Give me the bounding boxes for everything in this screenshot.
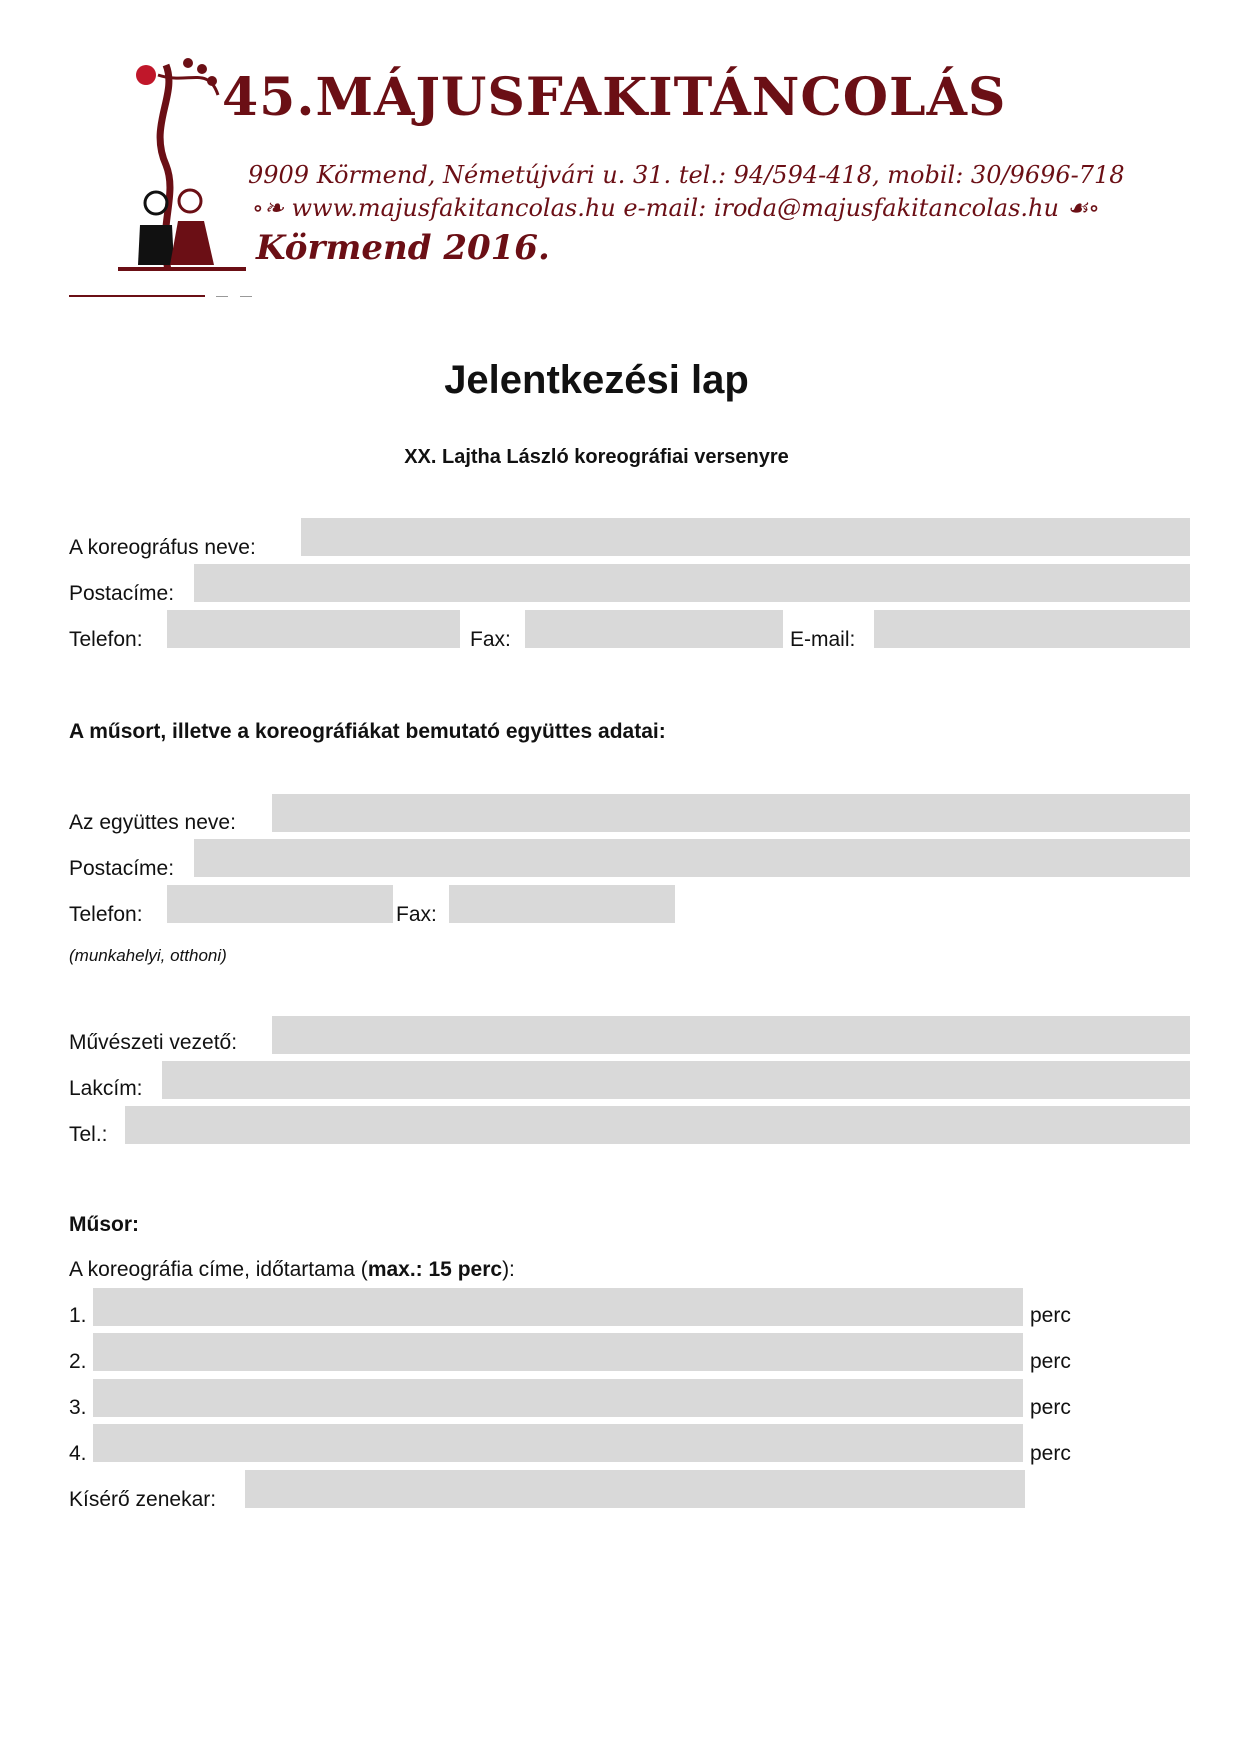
program-item-field[interactable] (93, 1424, 1023, 1462)
ensemble-fax-label: Fax: (396, 903, 437, 926)
ornament-right-icon: ☙∘ (1058, 194, 1100, 222)
ensemble-heading: A műsort, illetve a koreográfiákat bemutató együttes adatai: (69, 720, 666, 743)
program-item-unit: perc (1030, 1304, 1071, 1327)
director-home-field[interactable] (162, 1061, 1190, 1099)
program-item-field[interactable] (93, 1333, 1023, 1371)
director-tel-field[interactable] (125, 1106, 1190, 1144)
program-item-field[interactable] (93, 1379, 1023, 1417)
choreographer-email-field[interactable] (874, 610, 1190, 648)
page-title: Jelentkezési lap (444, 358, 749, 402)
web-email-text: www.majusfakitancolas.hu e-mail: iroda@majusfakitancolas.hu (291, 194, 1059, 222)
ensemble-phone-field[interactable] (167, 885, 393, 923)
ensemble-fax-field[interactable] (449, 885, 675, 923)
festival-title (222, 68, 1007, 128)
choreographer-fax-field[interactable] (525, 610, 783, 648)
header-divider-dash (240, 296, 252, 297)
program-item-unit: perc (1030, 1396, 1071, 1419)
web-email-line (252, 193, 1100, 223)
director-home-label: Lakcím: (69, 1077, 143, 1100)
page-subtitle: XX. Lajtha László koreográfiai versenyre (404, 446, 789, 468)
program-item-number: 2. (69, 1350, 87, 1373)
choreographer-phone-field[interactable] (167, 610, 460, 648)
program-item-unit: perc (1030, 1442, 1071, 1465)
program-heading: Műsor: (69, 1213, 139, 1236)
ensemble-phone-label: Telefon: (69, 903, 143, 926)
band-field[interactable] (245, 1470, 1025, 1508)
band-label: Kísérő zenekar: (69, 1488, 217, 1511)
program-item-number: 3. (69, 1396, 87, 1419)
choreographer-phone-label: Telefon: (69, 628, 143, 651)
program-item-unit: perc (1030, 1350, 1071, 1373)
ensemble-name-field[interactable] (272, 794, 1190, 832)
director-tel-label: Tel.: (69, 1123, 108, 1146)
choreographer-email-label: E-mail: (790, 628, 856, 651)
choreographer-name-field[interactable] (301, 518, 1190, 556)
program-item-field[interactable] (93, 1288, 1023, 1326)
phone-note: (munkahelyi, otthoni) (69, 946, 227, 965)
ensemble-address-field[interactable] (194, 839, 1190, 877)
ornament-left-icon: ∘❧ (252, 194, 292, 222)
letterhead (0, 0, 1247, 300)
festival-name: MÁJUSFAKITÁNCOLÁS (315, 67, 1007, 128)
ensemble-name-label: Az együttes neve: (69, 811, 236, 834)
header-divider-dash (216, 296, 228, 297)
city-year: Körmend 2016. (256, 228, 550, 268)
ensemble-address-label: Postacíme: (69, 857, 175, 880)
choreographer-fax-label: Fax: (470, 628, 511, 651)
address-line: 9909 Körmend, Németújvári u. 31. tel.: 94/594-418, mobil: 30/9696-718 (248, 161, 1125, 189)
program-intro-suffix: ): (502, 1258, 515, 1281)
choreographer-address-field[interactable] (194, 564, 1190, 602)
program-intro-max: max.: 15 perc (367, 1258, 503, 1281)
choreographer-address-label: Postacíme: (69, 582, 175, 605)
director-name-label: Művészeti vezető: (69, 1031, 238, 1054)
choreographer-name-label: A koreográfus neve: (69, 536, 256, 559)
program-intro-prefix: A koreográfia címe, időtartama ( (69, 1258, 368, 1281)
program-item-number: 1. (69, 1304, 87, 1327)
program-item-number: 4. (69, 1442, 87, 1465)
director-name-field[interactable] (272, 1016, 1190, 1054)
header-divider (69, 295, 205, 297)
program-intro (69, 1257, 515, 1283)
edition-number: 45. (222, 67, 316, 128)
